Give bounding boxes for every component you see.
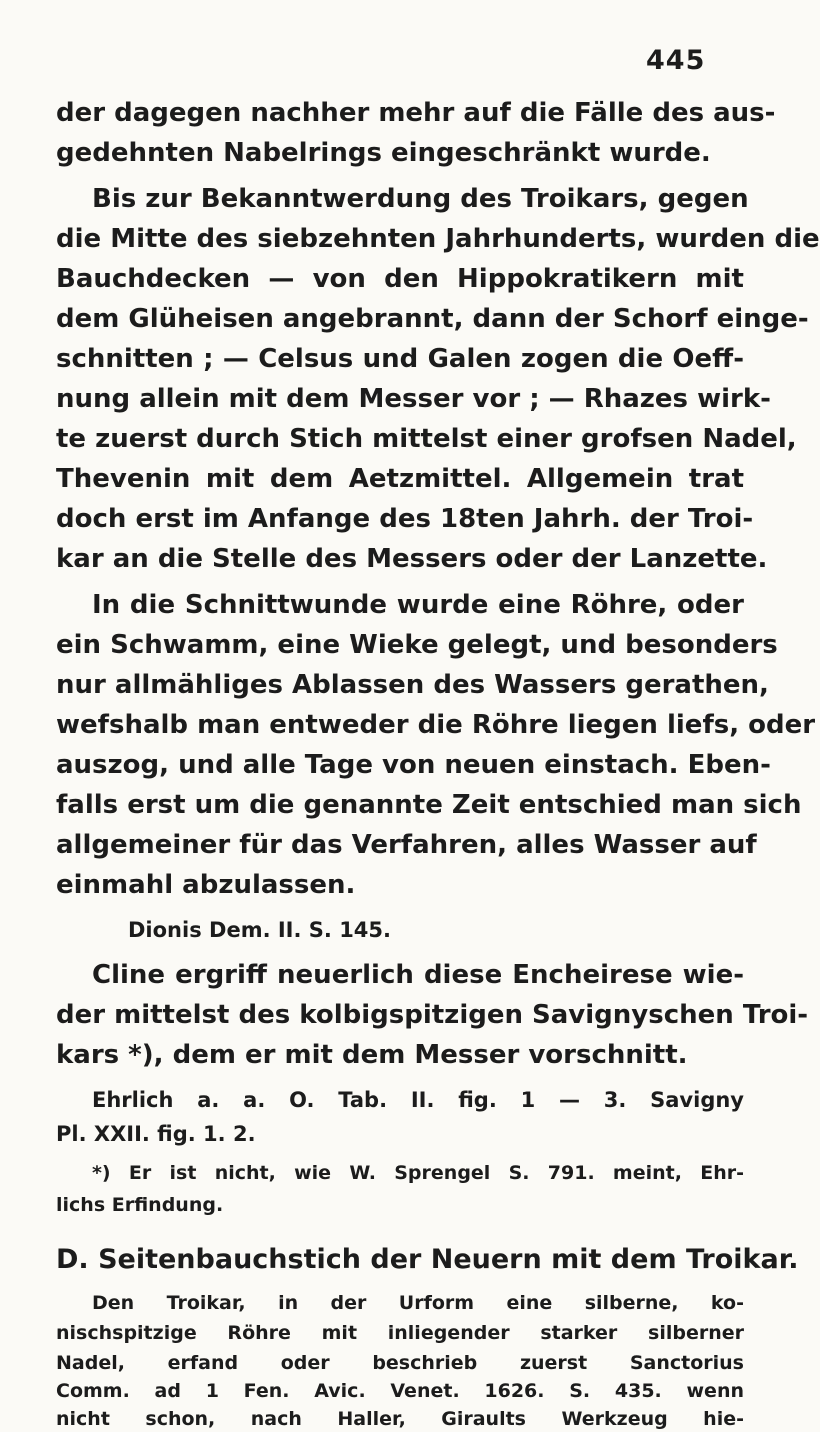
citation-line: Dionis Dem. II. S. 145. — [128, 918, 392, 942]
text-line: einmahl abzulassen. — [56, 870, 356, 900]
text-line: der mittelst des kolbigspitzigen Savignyschen Troi- — [56, 1000, 809, 1030]
text-line-small: Den Troikar, in der Urform eine silberne, ko- — [92, 1292, 744, 1314]
footnote-line: lichs Erfindung. — [56, 1194, 224, 1216]
citation-line: Ehrlich a. a. O. Tab. II. fig. 1 — 3. Savigny — [92, 1088, 744, 1112]
text-line: nur allmähliges Ablassen des Wassers gerathen, — [56, 670, 769, 700]
text-line: kar an die Stelle des Messers oder der Lanzette. — [56, 544, 768, 574]
text-line: nung allein mit dem Messer vor ; — Rhazes wirk- — [56, 384, 771, 414]
text-line: Bauchdecken — von den Hippokratikern mit — [56, 264, 744, 294]
text-line: wefshalb man entweder die Röhre liegen liefs, oder — [56, 710, 816, 740]
text-line-small: Nadel, erfand oder beschrieb zuerst Sanctorius — [56, 1352, 744, 1374]
text-line: te zuerst durch Stich mittelst einer grofsen Nadel, — [56, 424, 797, 454]
text-line: kars *), dem er mit dem Messer vorschnitt. — [56, 1040, 688, 1070]
text-line-small: nischspitzige Röhre mit inliegender starker silberner — [56, 1322, 744, 1344]
text-line: Bis zur Bekanntwerdung des Troikars, gegen — [92, 184, 749, 214]
text-line: auszog, und alle Tage von neuen einstach. Eben- — [56, 750, 771, 780]
text-line: Thevenin mit dem Aetzmittel. Allgemein trat — [56, 464, 744, 494]
section-heading: D. Seitenbauchstich der Neuern mit dem Troikar. — [56, 1244, 799, 1275]
footnote-line: *) Er ist nicht, wie W. Sprengel S. 791. meint, Ehr- — [92, 1162, 744, 1184]
citation-line: Pl. XXII. fig. 1. 2. — [56, 1122, 256, 1146]
text-line: doch erst im Anfange des 18ten Jahrh. der Troi- — [56, 504, 754, 534]
text-line: die Mitte des siebzehnten Jahrhunderts, wurden die — [56, 224, 820, 254]
text-line: dem Glüheisen angebrannt, dann der Schorf einge- — [56, 304, 809, 334]
text-line: schnitten ; — Celsus und Galen zogen die Oeff- — [56, 344, 744, 374]
text-line: In die Schnittwunde wurde eine Röhre, oder — [92, 590, 744, 620]
page-number: 445 — [646, 45, 706, 76]
text-line: der dagegen nachher mehr auf die Fälle des aus- — [56, 98, 776, 128]
text-line: allgemeiner für das Verfahren, alles Wasser auf — [56, 830, 757, 860]
text-line-small: Comm. ad 1 Fen. Avic. Venet. 1626. S. 435. wenn — [56, 1380, 744, 1402]
text-line-small: nicht schon, nach Haller, Giraults Werkzeug hie- — [56, 1408, 744, 1430]
text-line: Cline ergriff neuerlich diese Encheirese wie- — [92, 960, 744, 990]
text-line: falls erst um die genannte Zeit entschied man sich — [56, 790, 802, 820]
text-line: gedehnten Nabelrings eingeschränkt wurde. — [56, 138, 711, 168]
text-line: ein Schwamm, eine Wieke gelegt, und besonders — [56, 630, 778, 660]
